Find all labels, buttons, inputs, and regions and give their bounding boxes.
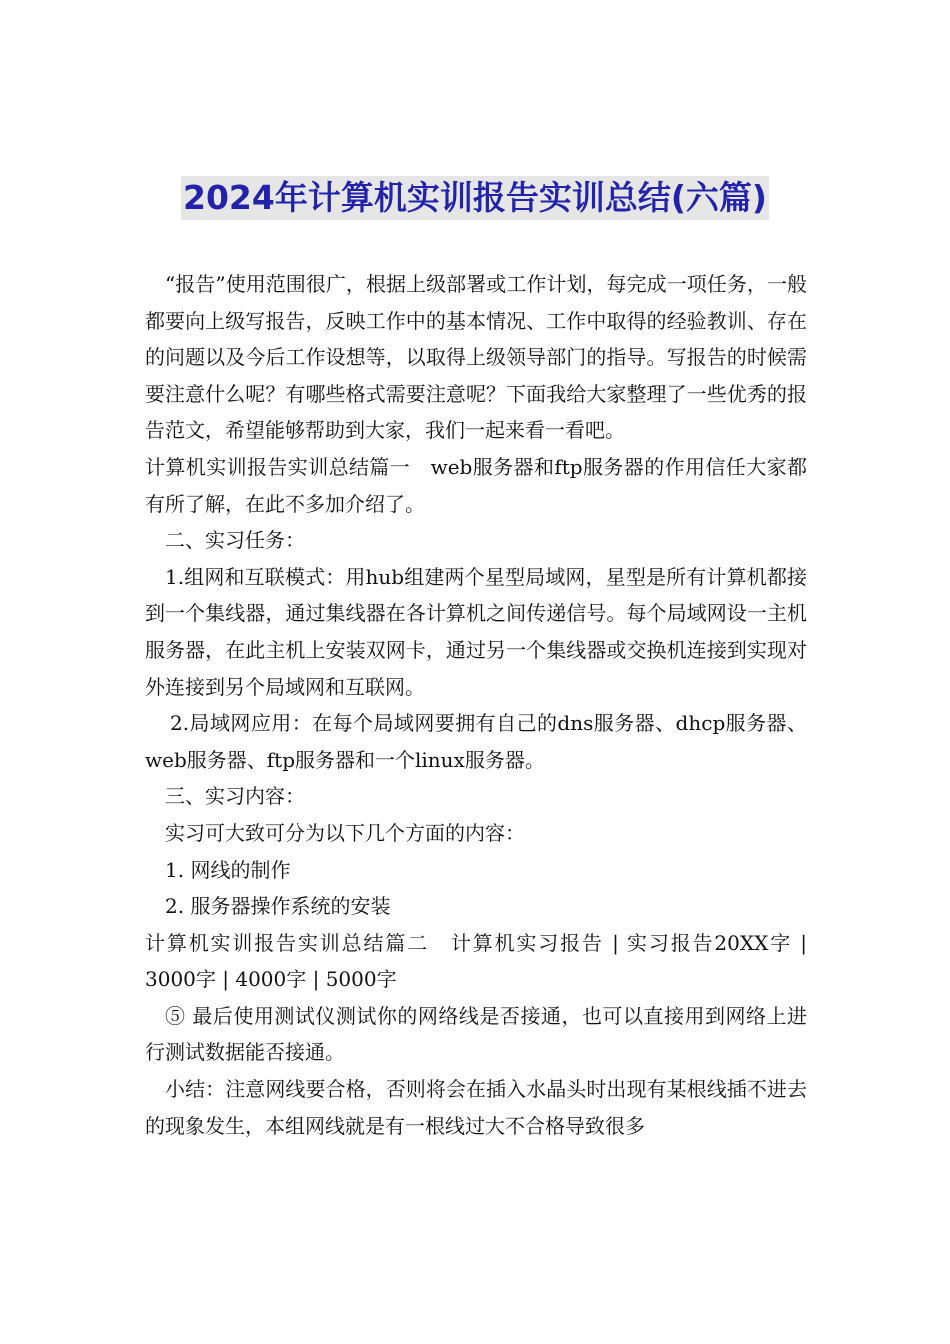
- title-container: [0, 176, 950, 220]
- paragraph-heading-content: 三、实习内容：: [165, 784, 305, 809]
- paragraph-task-1: 1.组网和互联模式：用hub组建两个星型局域网，星型是所有计算机都接到一个集线器，通过集线器在各计算机之间传递信号。每个局域网设一主机服务器，在此主机上安装双网卡，通过另一个集线器或交换机连接到实现对外连接到另个局域网和互联网。: [145, 564, 807, 699]
- list-item-cable: 1. 网线的制作: [165, 857, 291, 882]
- paragraph-test-step: ⑤ 最后使用测试仪测试你的网络线是否接通，也可以直接用到网络上进行测试数据能否接通。: [145, 1003, 807, 1065]
- paragraph-task-2: 2.局域网应用：在每个局域网要拥有自己的dns服务器、dhcp服务器、web服务器、ftp服务器和一个linux服务器。: [145, 711, 807, 772]
- paragraph-intro: “报告”使用范围很广，根据上级部署或工作计划，每完成一项任务，一般都要向上级写报告，反映工作中的基本情况、工作中取得的经验教训、存在的问题以及今后工作设想等，以取得上级领导部门的指导。写报告的时候需要注意什么呢？有哪些格式需要注意呢？下面我给大家整理了一些优秀的报告范文，希望能够帮助到大家，我们一起来看一看吧。: [145, 272, 807, 443]
- document-title: 2024年计算机实训报告实训总结(六篇): [181, 176, 769, 220]
- paragraph-summary: 小结：注意网线要合格，否则将会在插入水晶头时出现有某根线插不进去的现象发生，本组网线就是有一根线过大不合格导致很多: [145, 1077, 807, 1138]
- paragraph-heading-tasks: 二、实习任务：: [165, 528, 305, 553]
- paragraph-section-two: 计算机实训报告实训总结篇二 计算机实习报告 | 实习报告20XX字 | 3000字 | 4000字 | 5000字: [145, 930, 807, 992]
- paragraph-section-one: 计算机实训报告实训总结篇一 web服务器和ftp服务器的作用信任大家都有所了解，在此不多加介绍了。: [145, 454, 807, 516]
- document-body: [145, 266, 807, 1144]
- list-item-os-install: 2. 服务器操作系统的安装: [165, 894, 391, 919]
- paragraph-content-intro: 实习可大致可分为以下几个方面的内容：: [165, 820, 525, 845]
